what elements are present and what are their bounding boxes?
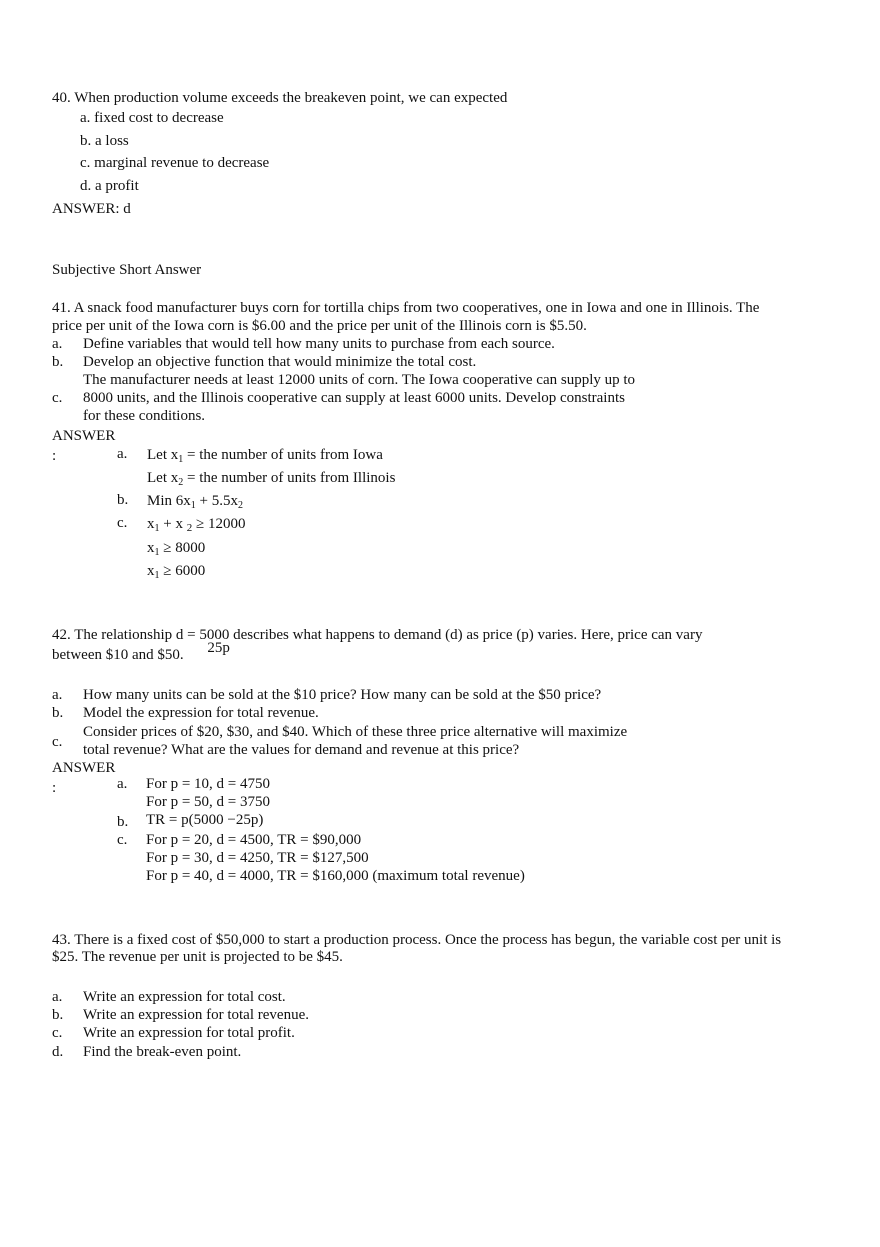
q42-answer-c-letter: c. — [117, 832, 128, 848]
q42-answer-a-letter: a. — [117, 776, 128, 792]
q42-answer-a-line2: For p = 50, d = 3750 — [146, 794, 271, 810]
q41-answer-c-letter: c. — [117, 515, 128, 531]
q41-answer-c-constraint1: $x_1 + x$ $_2$ ≥ 12000 — [147, 516, 246, 534]
q42-part-b-letter: b. — [52, 705, 64, 721]
q41-part-b-letter: b. — [52, 354, 64, 370]
q41-answer-c-constraint3: $x_1 \ge 6000$ — [147, 563, 206, 581]
q42-part-c-line2: total revenue? What are the values for demand and revenue at this price? — [83, 742, 520, 758]
q40-option-d: d. a profit — [80, 178, 139, 194]
q41-part-c-letter: c. — [52, 390, 63, 406]
q42-answer-c-line2: For p = 30, d = 4250, TR = $127,500 — [146, 850, 369, 866]
q43-part-a-letter: a. — [52, 989, 63, 1005]
q41-part-c-line1: The manufacturer needs at least 12000 units of corn. The Iowa cooperative can supply up to — [83, 372, 636, 388]
q42-stem-line1: 42. The relationship d = 5000 25p describes what happens to demand (d) as price (p) varies. Here, price can vary — [52, 627, 703, 656]
q42-answer-c-line1: For p = 20, d = 4500, TR = $90,000 — [146, 832, 362, 848]
q41-part-a-letter: a. — [52, 336, 63, 352]
q43-part-b-letter: b. — [52, 1007, 64, 1023]
q42-answer-a-line1: For p = 10, d = 4750 — [146, 776, 271, 792]
q41-answer-b-letter: b. — [117, 492, 129, 508]
q42-answer-label: ANSWER — [52, 760, 116, 776]
q42-part-c-letter: c. — [52, 734, 63, 750]
q41-part-c-line2: 8000 units, and the Illinois cooperative can supply at least 6000 units. Develop constraints — [83, 390, 625, 406]
q41-answer-label: ANSWER — [52, 428, 116, 444]
q40-option-b: b. a loss — [80, 133, 129, 149]
q40-answer: ANSWER: d — [52, 201, 131, 217]
q43-stem-line2: $25. The revenue per unit is projected to be $45. — [52, 949, 343, 965]
q43-part-b-text: Write an expression for total revenue. — [83, 1007, 309, 1023]
q43-part-a-text: Write an expression for total cost. — [83, 989, 286, 1005]
q41-stem-line1: 41. A snack food manufacturer buys corn for tortilla chips from two cooperatives, one in Iowa and one in Illinois. The — [52, 300, 760, 316]
q41-stem-line2: price per unit of the Iowa corn is $6.00 and the price per unit of the Illinois corn is $5.50. — [52, 318, 587, 334]
q40-option-c: c. marginal revenue to decrease — [80, 155, 270, 171]
q42-stem-line2: between $10 and $50. — [52, 647, 184, 663]
q41-answer-a-letter: a. — [117, 446, 128, 462]
q42-part-c-line1: Consider prices of $20, $30, and $40. Which of these three price alternative will maximize — [83, 724, 628, 740]
q43-part-c-text: Write an expression for total profit. — [83, 1025, 295, 1041]
q43-part-c-letter: c. — [52, 1025, 63, 1041]
section-title: Subjective Short Answer — [52, 262, 202, 278]
q42-part-a-letter: a. — [52, 687, 63, 703]
q41-part-c-line3: for these conditions. — [83, 408, 206, 424]
q41-part-a-text: Define variables that would tell how many units to purchase from each source. — [83, 336, 555, 352]
q42-answer-b-letter: b. — [117, 814, 129, 830]
q43-part-d-text: Find the break-even point. — [83, 1044, 242, 1060]
q43-part-d-letter: d. — [52, 1044, 64, 1060]
q41-answer-c-constraint2: $x_1 \ge 8000$ — [147, 540, 206, 558]
q41-answer-a-line2: Let $x_2$ = the number of units from Illinois — [147, 470, 396, 488]
q41-part-b-text: Develop an objective function that would minimize the total cost. — [83, 354, 477, 370]
q43-stem-line1: 43. There is a fixed cost of $50,000 to start a production process. Once the process has begun, the variable cost per unit is — [52, 932, 782, 948]
q42-answer-b-text: TR = p(5000 −25p) — [146, 812, 264, 828]
q42-answer-colon: : — [52, 780, 57, 796]
q40-question: 40. When production volume exceeds the breakeven point, we can expected — [52, 90, 508, 106]
q42-part-b-text: Model the expression for total revenue. — [83, 705, 319, 721]
q42-answer-c-line3: For p = 40, d = 4000, TR = $160,000 (maximum total revenue) — [146, 868, 525, 884]
q40-option-a: a. fixed cost to decrease — [80, 110, 224, 126]
q41-answer-a-line1: Let $x_1$ = the number of units from Iowa — [147, 447, 383, 465]
q41-answer-b-objective: Min $6x_1 + 5.5x_2$ — [147, 493, 243, 511]
q41-answer-colon: : — [52, 448, 57, 464]
q42-part-a-text: How many units can be sold at the $10 price? How many can be sold at the $50 price? — [83, 687, 602, 703]
